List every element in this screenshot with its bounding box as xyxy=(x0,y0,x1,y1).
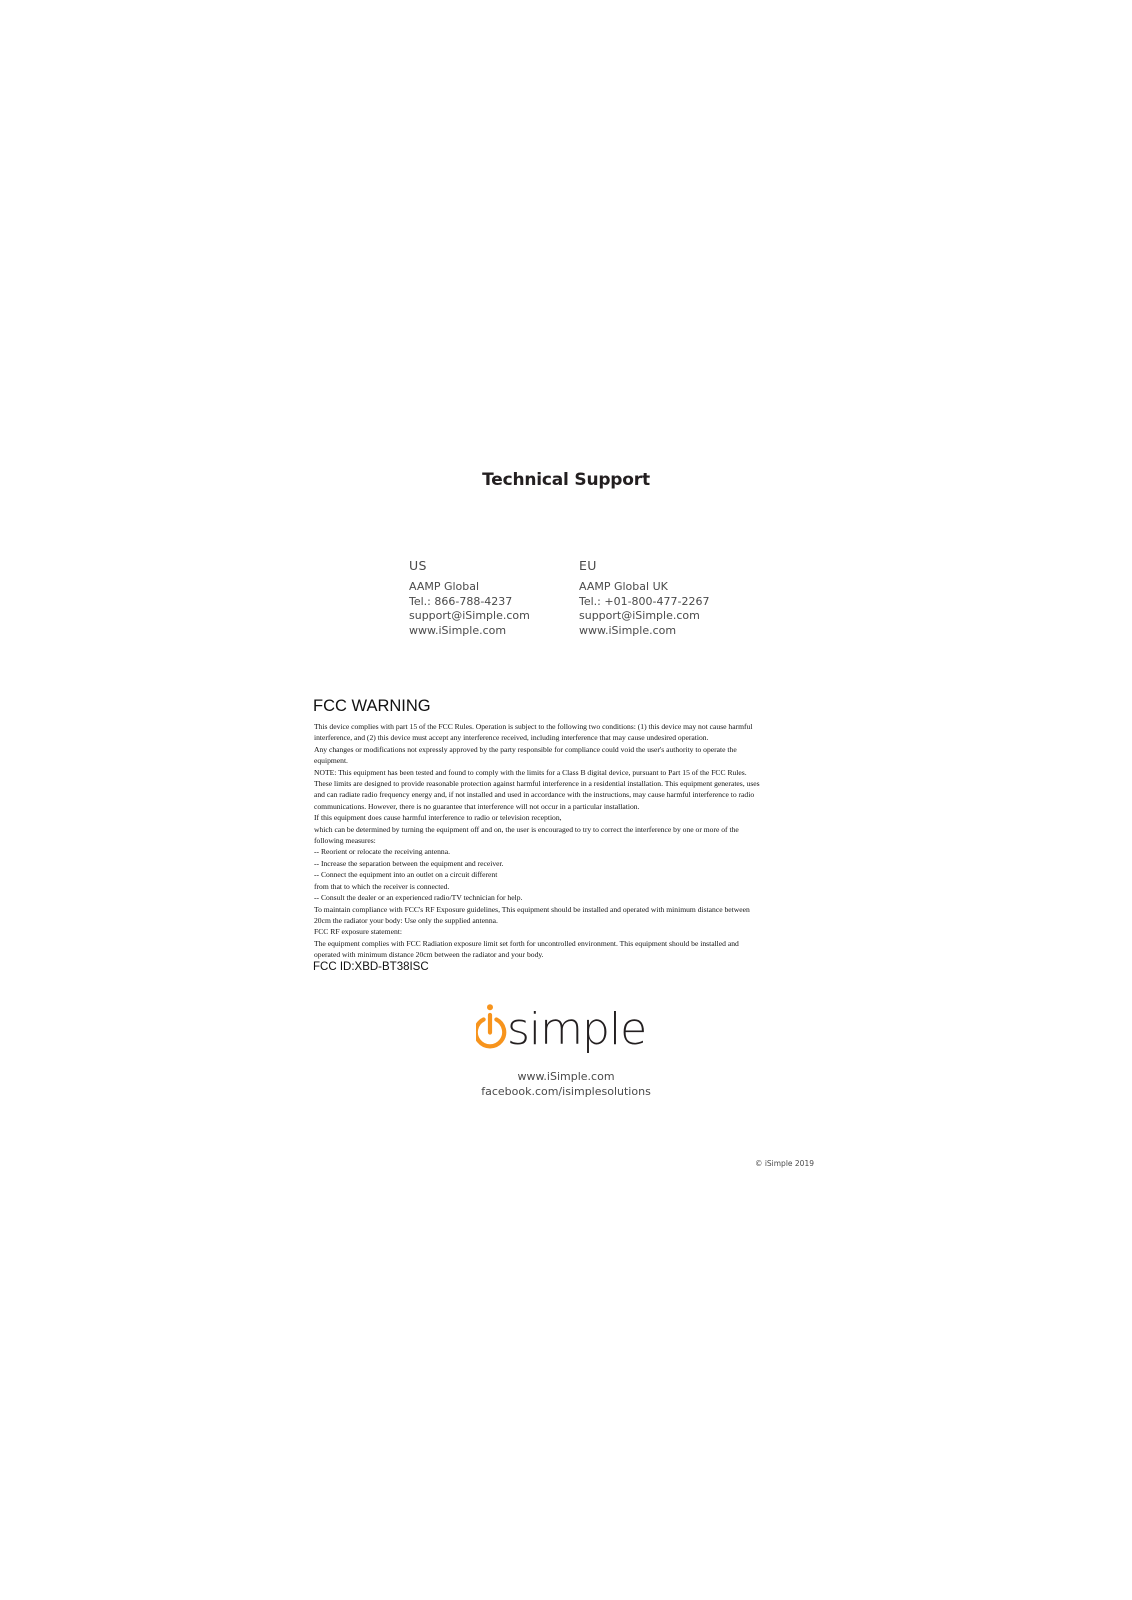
fcc-text-line: This device complies with part 15 of the FCC Rules. Operation is subject to the following two conditions: (1) this device may not cause harmful xyxy=(314,722,753,731)
copyright: © iSimple 2019 xyxy=(754,1159,814,1168)
region-label-eu: EU xyxy=(579,558,597,573)
email-us[interactable]: support@iSimple.com xyxy=(409,609,530,622)
website-us[interactable]: www.iSimple.com xyxy=(409,623,507,637)
website-eu[interactable]: www.iSimple.com xyxy=(579,623,677,637)
company-eu: AAMP Global UK xyxy=(579,580,668,593)
fcc-text-line: -- Connect the equipment into an outlet on a circuit different xyxy=(314,870,498,880)
fcc-text-line: following measures: xyxy=(314,836,376,846)
fcc-id: FCC ID:XBD-BT38ISC xyxy=(313,961,429,973)
fcc-text-line: and can radiate radio frequency energy and, if not installed and used in accordance with the instructions, may cause harmful interference to radio xyxy=(314,790,755,800)
fcc-text-line: These limits are designed to provide reasonable protection against harmful interference in a residential installation. This equipment generates, uses xyxy=(314,779,760,789)
logo-wordmark: simple xyxy=(507,1004,647,1055)
fcc-text-line: -- Consult the dealer or an experienced radio/TV technician for help. xyxy=(314,893,523,903)
fcc-text-line: interference, and (2) this device must accept any interference received, including interference that may cause undesired operation. xyxy=(314,733,709,743)
fcc-text-line: NOTE: This equipment has been tested and found to comply with the limits for a Class B digital device, pursuant to Part 15 of the FCC Rules. xyxy=(314,767,747,777)
power-icon-dot xyxy=(487,1004,493,1010)
isimple-logo xyxy=(476,1004,661,1071)
fcc-text-line: Any changes or modifications not expressly approved by the party responsible for compliance could void the user's authority to operate the xyxy=(314,744,737,754)
fcc-text-line: The equipment complies with FCC Radiation exposure limit set forth for uncontrolled environment. This equipment should be installed and xyxy=(314,938,739,948)
fcc-text-line: operated with minimum distance 20cm between the radiator and your body. xyxy=(314,950,544,960)
footer-links xyxy=(0,1070,1132,1099)
region-label-us: US xyxy=(409,558,427,573)
footer-facebook-link[interactable]: facebook.com/isimplesolutions xyxy=(481,1084,651,1098)
contact-us-block xyxy=(409,558,530,638)
fcc-text-line: FCC RF exposure statement: xyxy=(314,927,402,937)
contact-eu-block xyxy=(579,558,709,638)
company-us: AAMP Global xyxy=(409,580,480,593)
email-eu[interactable]: support@iSimple.com xyxy=(579,609,700,622)
fcc-warning-text xyxy=(314,721,819,961)
fcc-text-line: -- Reorient or relocate the receiving antenna. xyxy=(314,847,450,857)
phone-us: Tel.: 866-788-4237 xyxy=(409,594,513,608)
page-title: Technical Support xyxy=(482,470,650,490)
fcc-text-line: which can be determined by turning the equipment off and on, the user is encouraged to try to correct the interference by one or more of the xyxy=(314,824,739,834)
fcc-text-line: communications. However, there is no guarantee that interference will not occur in a particular installation. xyxy=(314,801,640,811)
fcc-warning-heading: FCC WARNING xyxy=(313,697,431,715)
fcc-text-line: To maintain compliance with FCC's RF Exposure guidelines, This equipment should be installed and operated with minimum distance between xyxy=(314,904,750,914)
fcc-text-line: equipment. xyxy=(314,756,348,766)
footer-website-link[interactable]: www.iSimple.com xyxy=(517,1070,615,1083)
fcc-text-line: -- Increase the separation between the equipment and receiver. xyxy=(314,858,504,868)
fcc-text-line: If this equipment does cause harmful interference to radio or television reception, xyxy=(314,813,562,823)
fcc-text-line: from that to which the receiver is connected. xyxy=(314,881,450,891)
phone-eu: Tel.: +01-800-477-2267 xyxy=(579,594,710,608)
fcc-text-line: 20cm the radiator your body: Use only the supplied antenna. xyxy=(314,915,498,925)
